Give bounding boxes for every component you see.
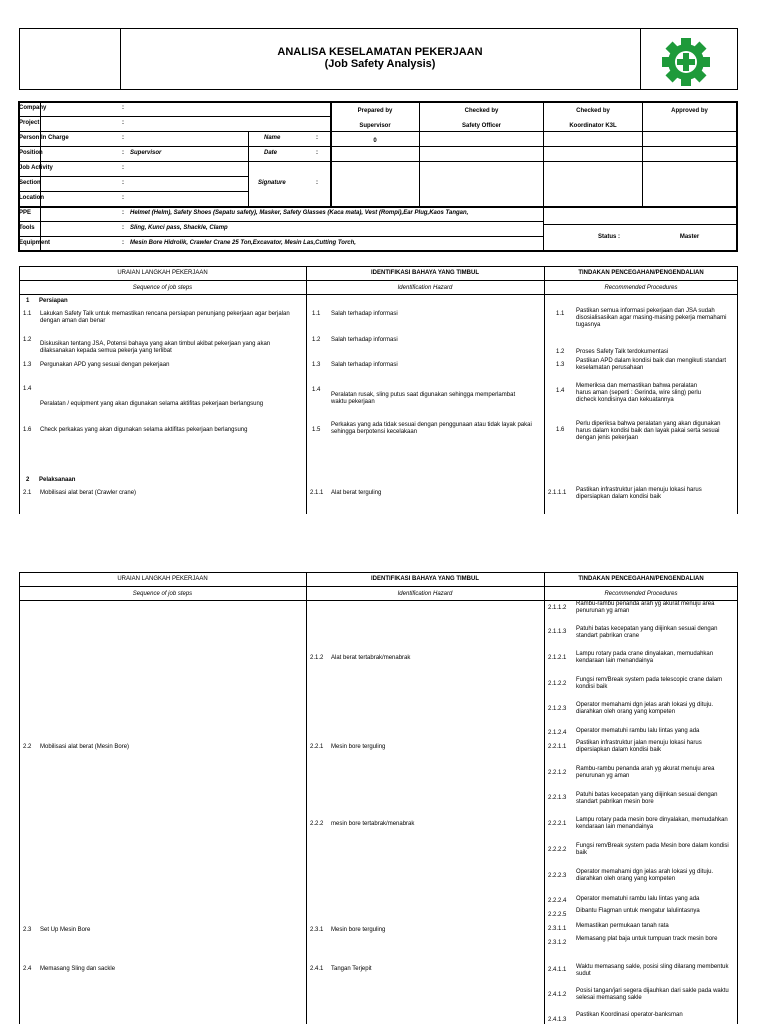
p3: Lampu rotary pada crane dinyalakan, memudahkan kendaraan lain menandainya xyxy=(576,651,714,664)
t1-col2-header: IDENTIFIKASI BAHAYA YANG TIMBUL xyxy=(370,270,479,276)
p4-num: 2.1.2.2 xyxy=(548,681,567,687)
pic-label: Person In Charge xyxy=(19,135,69,141)
p12: Operator memahami dgn jelas arah lokasi yg dituju. diarahkan oleh orang yang kompeten xyxy=(576,869,714,882)
r4-proc: Memeriksa dan memastikan bahwa peralatan harus aman (seperti : Gerinda, wire sling) perlu dicheck kondisinya dan kekuatannya xyxy=(576,383,702,403)
p2-num: 2.1.1.3 xyxy=(548,629,567,635)
r4-step: Peralatan / equipment yang akan digunakan selama aktifitas pekerjaan berlangsung xyxy=(40,401,264,407)
p15-num: 2.3.1.1 xyxy=(548,926,567,932)
p11: Fungsi rem/Break system pada Mesin bore dalam kondisi baik xyxy=(576,843,729,856)
checked-role-2: Koordinator K3L xyxy=(569,123,617,129)
p18: Posisi tangan/jari segera dijauhkan dari sakle pada waktu selesai memasang sakle xyxy=(576,988,729,1001)
p1: Rambu-rambu penanda arah yg akurat menuju area penurunan yg aman xyxy=(576,601,715,614)
h2-num: 2.2.1 xyxy=(310,744,324,750)
r2-pnum: 1.2 xyxy=(556,349,565,355)
signature-label: Signature xyxy=(258,180,286,186)
p10: Lampu rotary pada mesin bore dinyalakan, memudahkan kendaraan lain menandainya xyxy=(576,817,728,830)
p1-num: 2.1.1.2 xyxy=(548,605,567,611)
ppe-label: PPE xyxy=(19,210,32,216)
p10-num: 2.2.2.1 xyxy=(548,821,567,827)
h4: Mesin bore terguling xyxy=(331,927,386,933)
p6: Operator mematuhi rambu lalu lintas yang ada xyxy=(576,728,700,734)
job-activity-label: Job Activity xyxy=(19,165,53,171)
section-label: Section xyxy=(19,180,41,186)
r3-step: Pergunakan APD yang sesuai dengan pekerjaan xyxy=(40,362,170,368)
r2-haz: Salah terhadap informasi xyxy=(331,337,398,343)
r6-step: Mobilisasi alat berat (Crawler crane) xyxy=(40,490,137,496)
p5-num: 2.1.2.3 xyxy=(548,706,567,712)
checked-by-2-label: Checked by xyxy=(576,108,610,114)
r6-hnum: 2.1.1 xyxy=(310,490,324,496)
r3-hnum: 1.3 xyxy=(312,362,321,368)
k3-gear-cross-icon xyxy=(661,37,711,87)
company-label: Company xyxy=(19,105,47,111)
r5-haz: Perkakas yang ada tidak sesuai dengan penggunaan atau tidak layak pakai sehingga berpotensi kecelakaan xyxy=(331,422,532,435)
s2-1: Mobilisasi alat berat (Mesin Bore) xyxy=(40,744,130,750)
r1-step: Lakukan Safety Talk untuk memastikan rencana persiapan penunjang pekerjaan agar berjalan dengan aman dan benar xyxy=(40,311,290,324)
signature-sep: : xyxy=(316,180,318,186)
t2-col1-header: URAIAN LANGKAH PEKERJAAN xyxy=(117,576,208,582)
status-label: Status : xyxy=(597,234,620,240)
t1-col1-sub: Sequence of job steps xyxy=(132,285,193,291)
h4-num: 2.3.1 xyxy=(310,927,324,933)
location-label: Location xyxy=(19,195,44,201)
r1-proc: Pastikan semua informasi pekerjaan dan JSA sudah disosialisasikan agar masing-masing pekerja memahami tugasnya xyxy=(576,308,727,328)
prepared-name: 0 xyxy=(373,138,377,144)
s2-3: Memasang Sling dan sackle xyxy=(40,966,116,972)
document-title: ANALISA KESELAMATAN PEKERJAAN xyxy=(277,46,483,58)
prepared-role: Supervisor xyxy=(359,123,391,129)
h2: Mesin bore terguling xyxy=(331,744,386,750)
p8: Rambu-rambu penanda arah yg akurat menuju area penurunan yg aman xyxy=(576,766,715,779)
r4-hnum: 1.4 xyxy=(312,387,321,393)
r2-proc: Proses Safety Talk terdokumentasi xyxy=(576,349,669,355)
header-divider-right xyxy=(640,28,641,90)
t1-col1-header: URAIAN LANGKAH PEKERJAAN xyxy=(117,270,208,276)
h3: mesin bore tertabrak/menabrak xyxy=(331,821,415,827)
equipment-sep: : xyxy=(122,240,124,246)
project-label: Project xyxy=(19,120,40,126)
r1-pnum: 1.1 xyxy=(556,311,565,317)
r4-haz: Peralatan rusak, sling putus saat digunakan sehingga memperlambat waktu pekerjaan xyxy=(331,392,516,405)
h5: Tangan Terjepit xyxy=(331,966,372,972)
name-sep: : xyxy=(316,135,318,141)
r6-proc: Pastikan infrastruktur jalan menuju lokasi harus dipersiapkan dalam kondisi baik xyxy=(576,487,702,500)
r1-num: 1.1 xyxy=(23,311,32,317)
r2-step: Diskusikan tentang JSA, Potensi bahaya yang akan timbul akibat pekerjaan yang akan dilaksanakan kepada semua pekerja yang terlibat xyxy=(40,341,271,354)
p15: Memastikan permukaan tanah rata xyxy=(576,923,669,929)
s2-title: Pelaksanaan xyxy=(39,477,76,483)
h1-num: 2.1.2 xyxy=(310,655,324,661)
r3-pnum: 1.3 xyxy=(556,362,565,368)
t1-col3-sub: Recommended Procedures xyxy=(604,285,678,291)
ppe-value: Helmet (Helm), Safety Shoes (Sepatu safety), Masker, Safety Glasses (Kaca mata), Vest (Rompi),Ear Plug,Kaos Tangan, xyxy=(130,210,469,216)
r1-hnum: 1.1 xyxy=(312,311,321,317)
r2-hnum: 1.2 xyxy=(312,337,321,343)
t1-col2-sub: Identification Hazard xyxy=(397,285,453,291)
p17: Waktu memasang sakle, posisi sling dilarang membentuk sudut xyxy=(576,964,729,977)
p3-num: 2.1.2.1 xyxy=(548,655,567,661)
p11-num: 2.2.2.2 xyxy=(548,847,567,853)
r5-proc: Perlu diperiksa bahwa peralatan yang akan digunakan harus dalam kondisi baik dan layak pakai serta sesuai dengan jenis pekerjaan xyxy=(576,421,721,441)
r6-pnum: 2.1.1.1 xyxy=(548,490,567,496)
approved-by-label: Approved by xyxy=(671,108,708,114)
document-subtitle: (Job Safety Analysis) xyxy=(324,58,436,70)
job-activity-sep: : xyxy=(122,165,124,171)
r4-num: 1.4 xyxy=(23,386,32,392)
p4: Fungsi rem/Break system pada telescopic crane dalam kondisi baik xyxy=(576,677,723,690)
p2: Patuhi batas kecepatan yang diijinkan sesuai dengan standart pabrikan crane xyxy=(576,626,718,639)
tools-sep: : xyxy=(122,225,124,231)
p9: Patuhi batas kecepatan yang diijinkan sesuai dengan standart pabrikan mesin bore xyxy=(576,792,718,805)
p9-num: 2.2.1.3 xyxy=(548,795,567,801)
s2-1-num: 2.2 xyxy=(23,744,32,750)
r5-num: 1.6 xyxy=(23,427,32,433)
s2-2-num: 2.3 xyxy=(23,927,32,933)
status-value: Master xyxy=(679,234,700,240)
r5-hnum: 1.5 xyxy=(312,427,321,433)
p14-num: 2.2.2.5 xyxy=(548,912,567,918)
p17-num: 2.4.1.1 xyxy=(548,967,567,973)
r5-pnum: 1.6 xyxy=(556,427,565,433)
s2-3-num: 2.4 xyxy=(23,966,32,972)
date-label: Date xyxy=(264,150,278,156)
ppe-sep: : xyxy=(122,210,124,216)
r3-proc: Pastikan APD dalam kondisi baik dan mengikuti standart keselamatan perusahaan xyxy=(576,358,727,371)
r6-num: 2.1 xyxy=(23,490,32,496)
p7-num: 2.2.1.1 xyxy=(548,744,567,750)
r6-haz: Alat berat terguling xyxy=(331,490,382,496)
p19: Pastikan Koordinasi operator-banksman xyxy=(576,1012,683,1018)
company-sep: : xyxy=(122,105,124,111)
r1-haz: Salah terhadap informasi xyxy=(331,311,398,317)
p12-num: 2.2.2.3 xyxy=(548,873,567,879)
equipment-value: Mesin Bore Hidrolik, Crawler Crane 25 Ton,Excavator, Mesin Las,Cutting Torch, xyxy=(130,240,356,246)
t1-col3-header: TINDAKAN PENCEGAHAN/PENGENDALIAN xyxy=(578,270,704,276)
p6-num: 2.1.2.4 xyxy=(548,730,567,736)
date-sep: : xyxy=(316,150,318,156)
p19-num: 2.4.1.3 xyxy=(548,1017,567,1023)
p8-num: 2.2.1.2 xyxy=(548,770,567,776)
checked-role-1: Safety Officer xyxy=(461,123,501,129)
t2-col1-sub: Sequence of job steps xyxy=(132,591,193,597)
r5-step: Check perkakas yang akan digunakan selama aktifitas pekerjaan berlangsung xyxy=(40,427,248,433)
r3-num: 1.3 xyxy=(23,362,32,368)
p14: Dibantu Flagman untuk mengatur lalulintasnya xyxy=(576,908,700,914)
s1-title: Persiapan xyxy=(39,298,68,304)
prepared-by-label: Prepared by xyxy=(357,108,393,114)
h1: Alat berat tertabrak/menabrak xyxy=(331,655,411,661)
t2-col3-sub: Recommended Procedures xyxy=(604,591,678,597)
p16: Memasang plat baja untuk tumpuan track mesin bore xyxy=(576,936,718,942)
equipment-label: Equipment xyxy=(19,240,50,246)
t2-col2-header: IDENTIFIKASI BAHAYA YANG TIMBUL xyxy=(370,576,479,582)
t2-col3-header: TINDAKAN PENCEGAHAN/PENGENDALIAN xyxy=(578,576,704,582)
position-value: Supervisor xyxy=(130,150,162,156)
p13: Operator mematuhi rambu lalu lintas yang ada xyxy=(576,896,700,902)
position-label: Position xyxy=(19,150,43,156)
p16-num: 2.3.1.2 xyxy=(548,940,567,946)
s2-2: Set Up Mesin Bore xyxy=(40,927,91,933)
r2-num: 1.2 xyxy=(23,337,32,343)
section-sep: : xyxy=(122,180,124,186)
position-sep: : xyxy=(122,150,124,156)
r3-haz: Salah terhadap informasi xyxy=(331,362,398,368)
p5: Operator memahami dgn jelas arah lokasi yg dituju. diarahkan oleh orang yang kompeten xyxy=(576,702,714,715)
location-sep: : xyxy=(122,195,124,201)
pic-sep: : xyxy=(122,135,124,141)
s1-num: 1 xyxy=(26,298,30,304)
p18-num: 2.4.1.2 xyxy=(548,992,567,998)
t2-col2-sub: Identification Hazard xyxy=(397,591,453,597)
h3-num: 2.2.2 xyxy=(310,821,324,827)
checked-by-1-label: Checked by xyxy=(464,108,499,114)
project-sep: : xyxy=(122,120,124,126)
tools-value: Sling, Kunci pass, Shackle, Clamp xyxy=(130,225,228,231)
r4-pnum: 1.4 xyxy=(556,388,565,394)
p13-num: 2.2.2.4 xyxy=(548,898,567,904)
h5-num: 2.4.1 xyxy=(310,966,324,972)
tools-label: Tools xyxy=(19,225,35,231)
p7: Pastikan infrastruktur jalan menuju lokasi harus dipersiapkan dalam kondisi baik xyxy=(576,740,702,753)
name-label: Name xyxy=(264,135,281,141)
s2-num: 2 xyxy=(26,477,30,483)
